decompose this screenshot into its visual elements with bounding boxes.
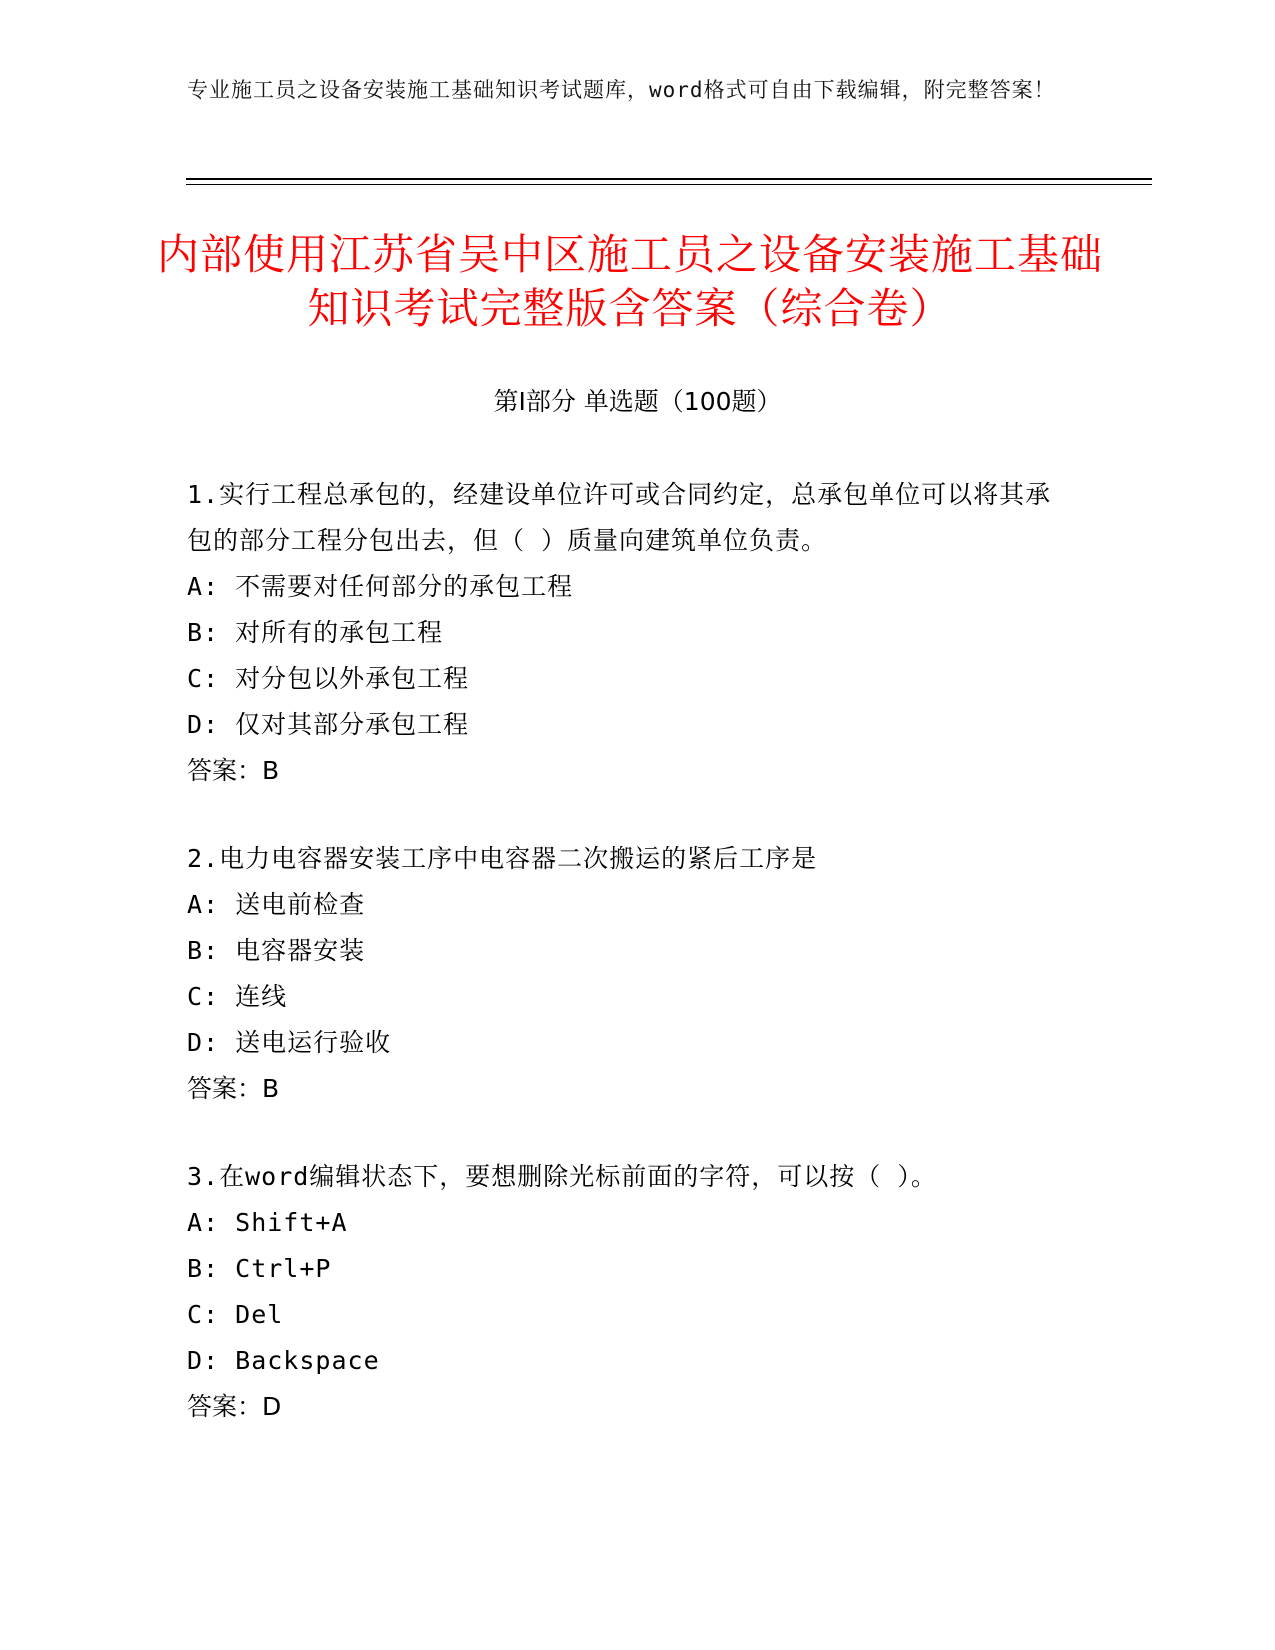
question-3 <box>187 1154 1067 1430</box>
option-c: C: Del <box>187 1300 284 1329</box>
option-b: B: 对所有的承包工程 <box>187 618 444 647</box>
option-c: C: 对分包以外承包工程 <box>187 664 470 693</box>
document-title: 内部使用江苏省吴中区施工员之设备安装施工基础知识考试完整版含答案（综合卷） <box>156 230 1103 333</box>
header-divider-thin <box>186 184 1152 185</box>
option-c: C: 连线 <box>187 982 288 1011</box>
header-note: 专业施工员之设备安装施工基础知识考试题库，word格式可自由下载编辑，附完整答案！ <box>187 78 1056 102</box>
section-heading: 第Ⅰ部分 单选题（100题） <box>493 387 782 416</box>
answer: 答案：B <box>187 1074 280 1103</box>
option-d: D: 送电运行验收 <box>187 1028 392 1057</box>
question-2 <box>187 836 1067 1112</box>
question-1 <box>187 472 1067 794</box>
header-divider-thick <box>186 178 1152 180</box>
option-a: A: 送电前检查 <box>187 890 366 919</box>
option-b: B: Ctrl+P <box>187 1254 332 1283</box>
option-b: B: 电容器安装 <box>187 936 366 965</box>
question-stem: 2.电力电容器安装工序中电容器二次搬运的紧后工序是 <box>187 844 818 873</box>
option-a: A: Shift+A <box>187 1208 348 1237</box>
option-a: A: 不需要对任何部分的承包工程 <box>187 572 574 601</box>
option-d: D: Backspace <box>187 1346 380 1375</box>
option-d: D: 仅对其部分承包工程 <box>187 710 470 739</box>
question-stem: 3.在word编辑状态下，要想删除光标前面的字符，可以按（ ）。 <box>187 1162 937 1191</box>
answer: 答案：B <box>187 756 280 785</box>
answer: 答案：D <box>187 1392 282 1421</box>
question-stem: 1.实行工程总承包的，经建设单位许可或合同约定，总承包单位可以将其承包的部分工程分包出去，但（ ）质量向建筑单位负责。 <box>187 480 1052 555</box>
